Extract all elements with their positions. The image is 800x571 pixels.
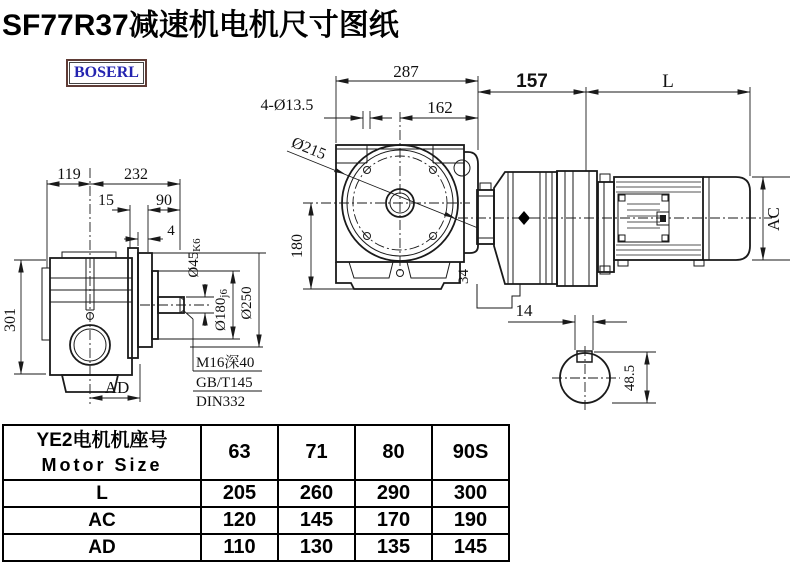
- value-AD-63: 110: [201, 534, 278, 561]
- table-row-AC: [3, 507, 509, 534]
- dim-bolt-holes: [261, 97, 392, 129]
- spigot-dia-label: Ø180j6: [213, 289, 230, 331]
- motor-size-header-cell: [3, 425, 201, 480]
- dim-301: [2, 260, 46, 374]
- row-label-AC: AC: [3, 507, 201, 534]
- value-L-63: 205: [201, 480, 278, 507]
- value-AC-90s: 190: [432, 507, 509, 534]
- dim-14: [508, 301, 627, 350]
- value-L-90s: 300: [432, 480, 509, 507]
- dim-157: [478, 71, 586, 171]
- value-AC-80: 170: [355, 507, 432, 534]
- motor-size-table: [2, 424, 510, 562]
- row-label-L: L: [3, 480, 201, 507]
- motor-size-header-cn: YE2电机机座号: [36, 429, 168, 451]
- motor-size-71: 71: [278, 425, 355, 480]
- table-header-row: [3, 425, 509, 480]
- dim-AC-label: AC: [764, 207, 783, 231]
- dim-90-label: 90: [156, 192, 172, 209]
- value-L-71: 260: [278, 480, 355, 507]
- dim-287: [336, 62, 478, 150]
- dim-157-label: 157: [516, 71, 548, 92]
- dim-162-label: 162: [427, 98, 453, 117]
- dim-14-label: 14: [515, 301, 533, 320]
- dim-L-label: L: [662, 71, 674, 92]
- dim-AC: [752, 177, 790, 260]
- row-label-AD: AD: [3, 534, 201, 561]
- table-row-L: [3, 480, 509, 507]
- dim-shaft-dia: [186, 238, 214, 326]
- dim-287-label: 287: [393, 62, 419, 81]
- flange-od-label: Ø250: [239, 286, 255, 320]
- dim-301-label: 301: [2, 308, 19, 332]
- motor-size-header-en: Motor Size: [41, 454, 163, 475]
- motor-size-80: 80: [355, 425, 432, 480]
- dim-180-label: 180: [289, 234, 306, 258]
- motor-assembly-view: [458, 171, 790, 308]
- note-std1-label: GB/T145: [196, 375, 253, 391]
- bolt-holes-label: 4-Ø13.5: [260, 97, 314, 114]
- dim-flange-od: [152, 253, 266, 347]
- dim-232-label: 232: [124, 166, 148, 183]
- motor-size-90s: 90S: [432, 425, 509, 480]
- brand-logo-text: BOSERL: [69, 62, 144, 84]
- dim-4: [124, 223, 175, 246]
- value-AC-63: 120: [201, 507, 278, 534]
- table-row-AD: [3, 534, 509, 561]
- flange-dia-label: Ø215: [289, 134, 329, 164]
- dim-AD-label: AD: [104, 378, 130, 397]
- dim-15-90: [98, 192, 180, 252]
- dim-119-label: 119: [57, 166, 81, 183]
- value-AC-71: 145: [278, 507, 355, 534]
- dim-162: [400, 98, 478, 118]
- note-tap-label: M16深40: [196, 355, 255, 371]
- value-AD-90s: 145: [432, 534, 509, 561]
- dim-4-label: 4: [167, 223, 175, 239]
- note-std2-label: DIN332: [196, 394, 246, 410]
- value-L-80: 290: [355, 480, 432, 507]
- dim-34-label: 34: [456, 269, 472, 284]
- dim-L: [586, 71, 750, 176]
- value-AD-71: 130: [278, 534, 355, 561]
- side-view: [2, 166, 266, 410]
- page-title: SF77R37减速机电机尺寸图纸: [2, 9, 399, 42]
- shaft-dia-label: Ø45K6: [186, 238, 203, 278]
- dim-15-label: 15: [98, 192, 114, 209]
- value-AD-80: 135: [355, 534, 432, 561]
- shaft-section-detail: [508, 301, 656, 412]
- dim-48-5-label: 48.5: [622, 364, 638, 392]
- motor-size-63: 63: [201, 425, 278, 480]
